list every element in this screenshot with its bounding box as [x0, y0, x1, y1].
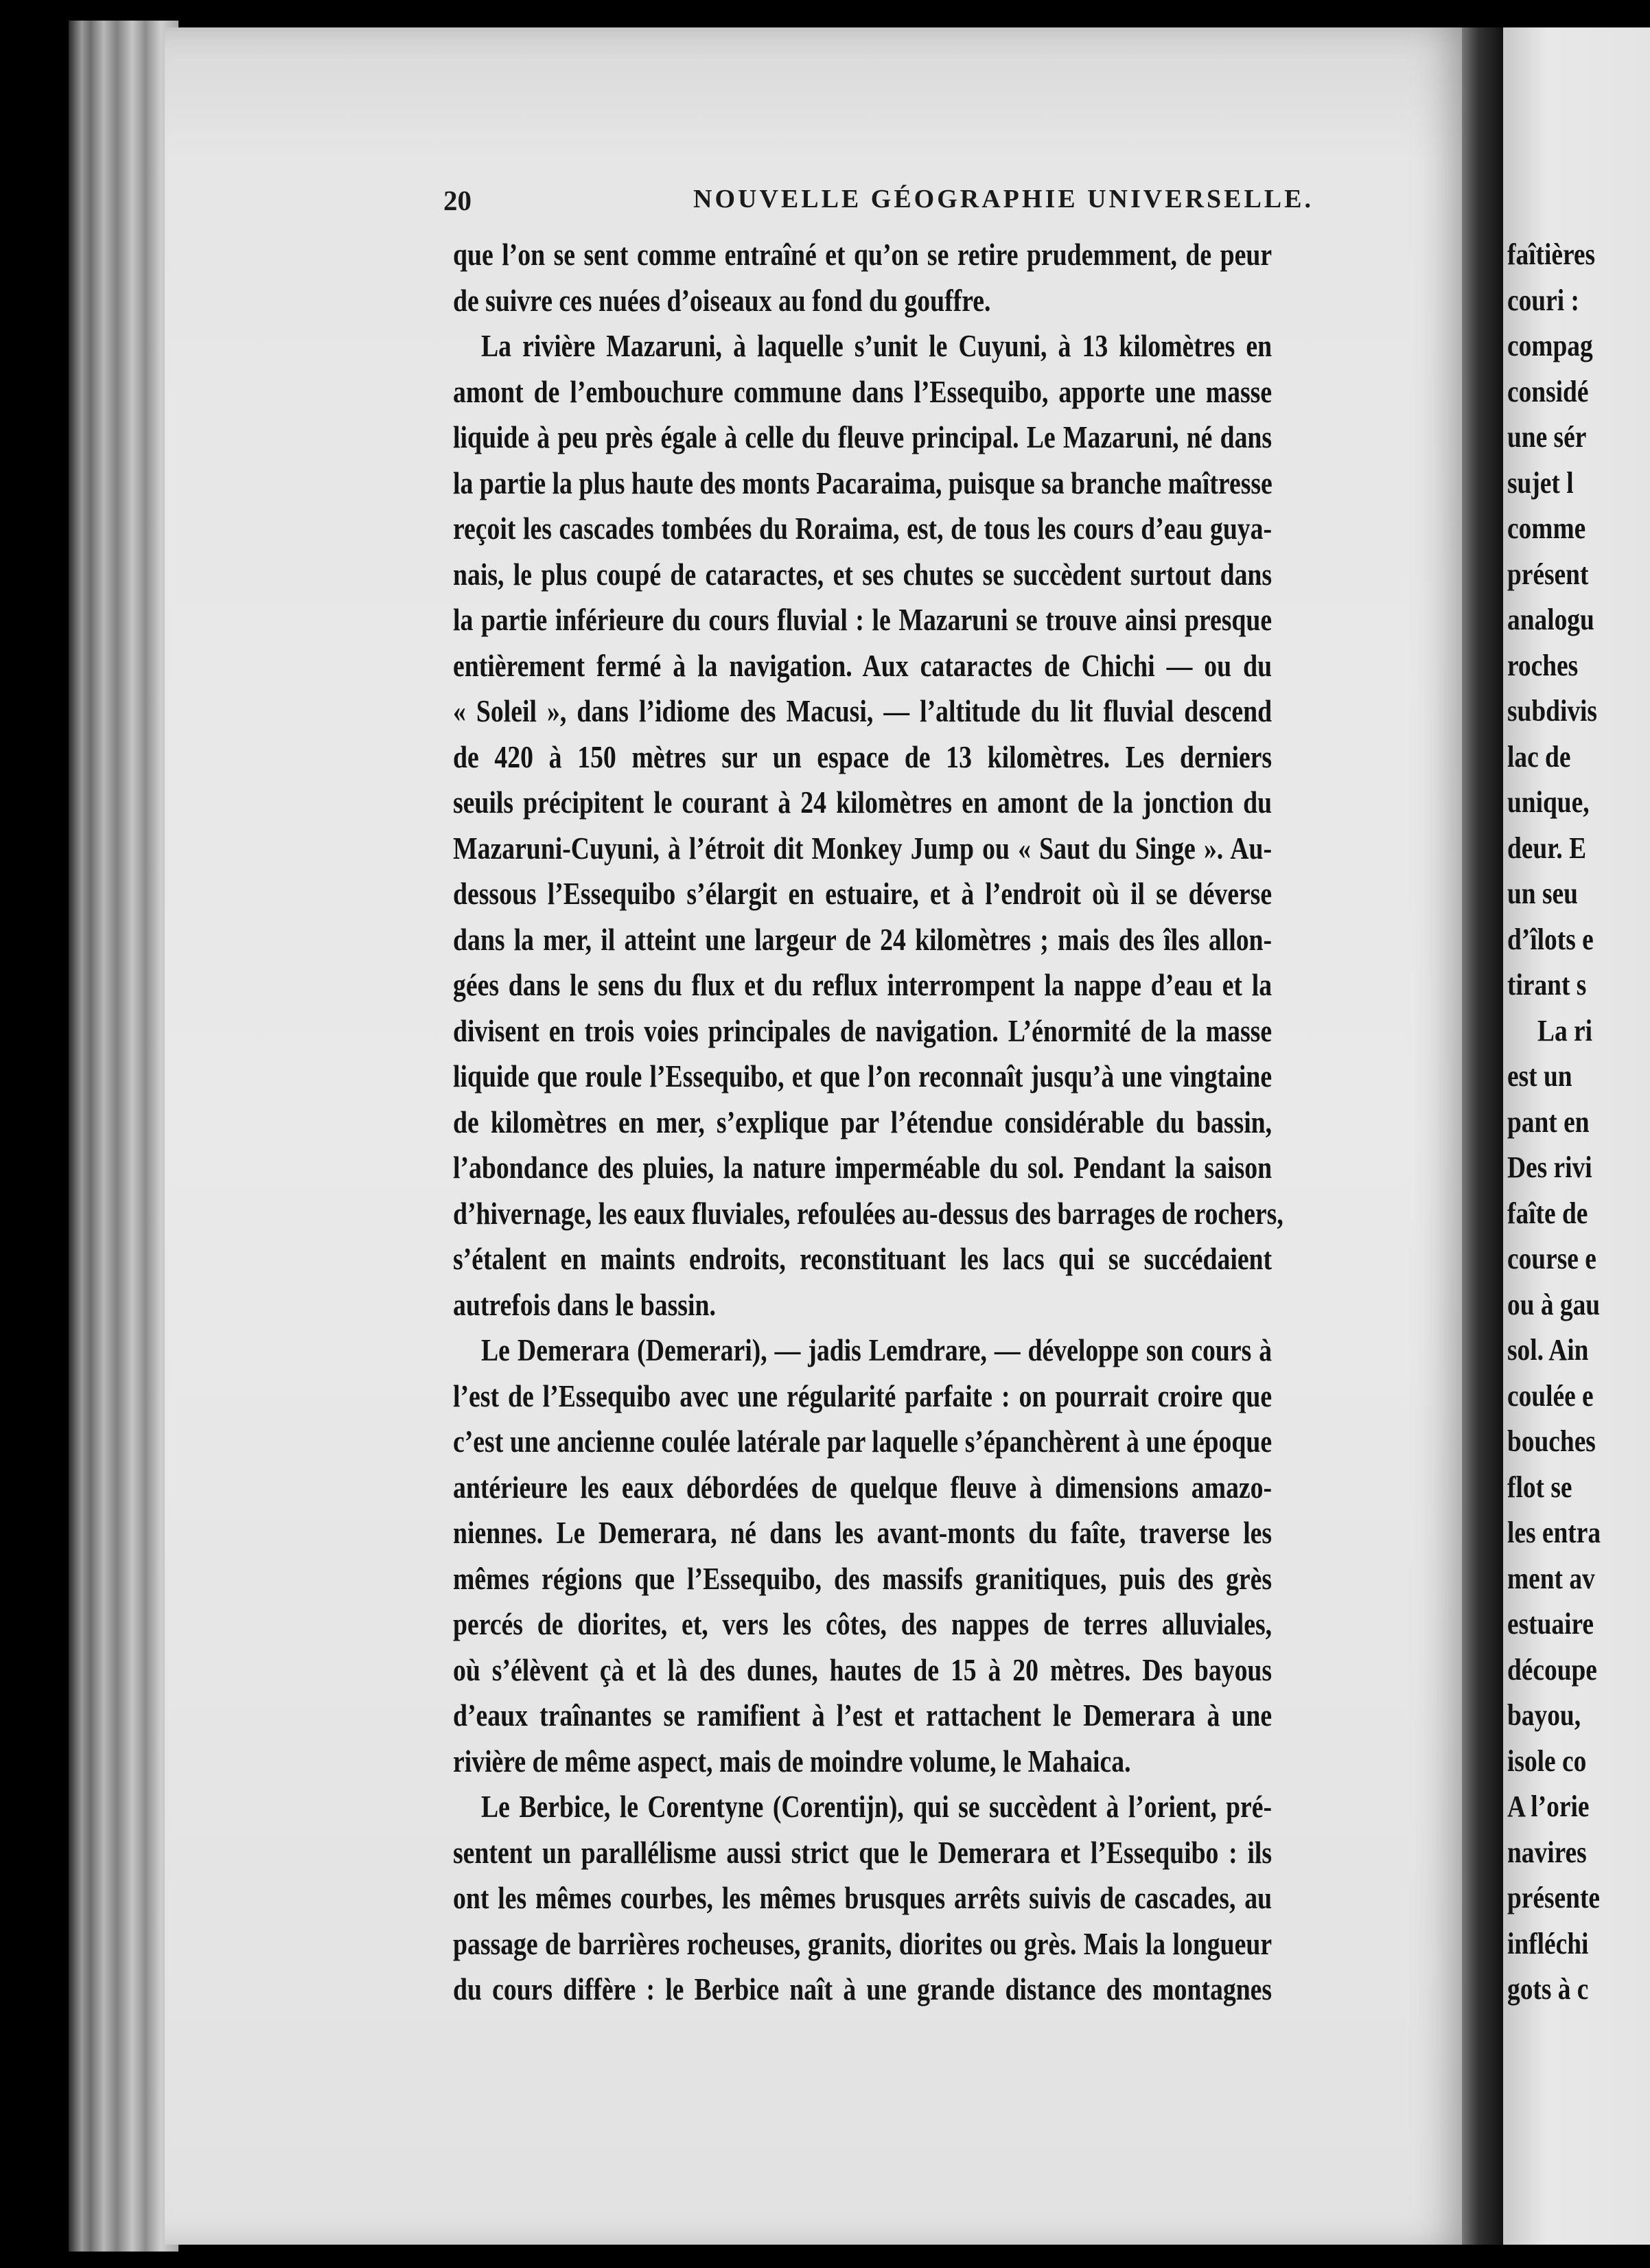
text-line: ont les mêmes courbes, les mêmes brusques arrêts suivis de cascades, au: [453, 1880, 1273, 1915]
next-page-text-line: est un: [1507, 1059, 1572, 1093]
text-line: la partie inférieure du cours fluvial : le Mazaruni se trouve ainsi presque: [453, 602, 1273, 637]
text-line: Le Berbice, le Corentyne (Corentijn), qui se succèdent à l’orient, pré-: [481, 1789, 1273, 1824]
next-page-text-line: ment av: [1507, 1561, 1595, 1595]
text-line: nais, le plus coupé de cataractes, et ses chutes se succèdent surtout dans: [453, 556, 1273, 592]
next-page-text-line: présente: [1507, 1881, 1601, 1914]
next-page-text-line: navires: [1507, 1835, 1587, 1869]
text-line: d’eaux traînantes se ramifient à l’est et rattachent le Demerara à une: [453, 1698, 1273, 1733]
text-line: où s’élèvent çà et là des dunes, hautes de 15 à 20 mètres. Des bayous: [453, 1652, 1273, 1687]
next-page-text-line: découpe: [1507, 1652, 1597, 1687]
text-line: Mazaruni-Cuyuni, à l’étroit dit Monkey Jump ou « Saut du Singe ». Au-: [453, 830, 1273, 866]
text-line: dessous l’Essequibo s’élargit en estuaire, et à l’endroit où il se déverse: [453, 876, 1273, 911]
running-title: NOUVELLE GÉOGRAPHIE UNIVERSELLE.: [693, 185, 1314, 213]
next-page-text-line: les entra: [1507, 1516, 1601, 1549]
text-line: entièrement fermé à la navigation. Aux cataractes de Chichi — ou du: [453, 647, 1273, 683]
next-page-text-line: pant en: [1507, 1104, 1590, 1139]
next-page-text-line: roches: [1507, 648, 1579, 682]
next-page-text-line: flot se: [1507, 1470, 1572, 1504]
next-page-text-line: compag: [1507, 329, 1593, 362]
book-edge: [69, 21, 178, 2252]
text-line: de suivre ces nuées d’oiseaux au fond du gouffre.: [453, 282, 991, 318]
page-header: [443, 184, 1476, 225]
next-page-text-line: sujet l: [1507, 465, 1574, 500]
next-page-text-line: bouches: [1507, 1424, 1596, 1458]
text-line: la partie la plus haute des monts Pacaraima, puisque sa branche maîtresse: [453, 465, 1273, 500]
next-page-text-line: faîte de: [1507, 1196, 1588, 1230]
next-page-text-line: course e: [1507, 1242, 1596, 1275]
next-page-text-line: analogu: [1507, 603, 1594, 636]
text-line: reçoit les cascades tombées du Roraima, est, de tous les cours d’eau guya-: [453, 511, 1273, 546]
page-number: 20: [443, 185, 472, 216]
next-page-text-line: Des rivi: [1507, 1150, 1592, 1184]
text-line: rivière de même aspect, mais de moindre volume, le Mahaica.: [453, 1743, 1131, 1779]
next-page-text-line: A l’orie: [1507, 1790, 1590, 1823]
text-line: gées dans le sens du flux et du reflux interrompent la nappe d’eau et la: [453, 967, 1273, 1002]
text-line: niennes. Le Demerara, né dans les avant-monts du faîte, traverse les: [453, 1515, 1273, 1550]
text-line: c’est une ancienne coulée latérale par laquelle s’épanchèrent à une époque: [453, 1424, 1273, 1459]
text-line: percés de diorites, et, vers les côtes, des nappes de terres alluviales,: [453, 1606, 1273, 1641]
right-page-fragment: [1503, 27, 1650, 2245]
next-page-text-line: couri :: [1507, 283, 1579, 317]
next-page-text-line: d’îlots e: [1507, 922, 1594, 956]
next-page-text-line: subdivis: [1507, 694, 1597, 728]
text-line: de kilomètres en mer, s’explique par l’étendue considérable du bassin,: [453, 1104, 1273, 1139]
text-line: sentent un parallélisme aussi strict que le Demerara et l’Essequibo : ils: [453, 1834, 1273, 1870]
next-page-text-line: un seu: [1507, 877, 1578, 910]
next-page-text-line: La ri: [1537, 1013, 1592, 1048]
next-page-text-line: considé: [1507, 374, 1589, 408]
text-line: du cours diffère : le Berbice naît à une grande distance des montagnes: [453, 1971, 1273, 2006]
text-line: de 420 à 150 mètres sur un espace de 13 kilomètres. Les derniers: [453, 739, 1273, 774]
text-line: l’est de l’Essequibo avec une régularité parfaite : on pourrait croire que: [453, 1378, 1273, 1413]
text-line: dans la mer, il atteint une largeur de 24 kilomètres ; mais des îles allon-: [453, 921, 1273, 957]
next-page-text-line: ou à gau: [1507, 1287, 1601, 1321]
book-gutter: [1462, 27, 1503, 2245]
text-line: autrefois dans le bassin.: [453, 1286, 716, 1322]
text-line: s’étalent en maints endroits, reconstituant les lacs qui se succédaient: [453, 1241, 1273, 1276]
next-page-text-line: gots à c: [1507, 1972, 1589, 2006]
text-line: passage de barrières rocheuses, granits, diorites ou grès. Mais la longueur: [453, 1925, 1273, 1961]
next-page-text-line: sol. Ain: [1507, 1333, 1589, 1367]
next-page-text-line: bayou,: [1507, 1698, 1581, 1732]
next-page-text-line: comme: [1507, 511, 1586, 545]
next-page-text-line: lac de: [1507, 739, 1571, 774]
next-page-text-line: tirant s: [1507, 968, 1587, 1002]
text-line: l’abondance des pluies, la nature imperméable du sol. Pendant la saison: [453, 1150, 1273, 1185]
text-line: liquide que roule l’Essequibo, et que l’on reconnaît jusqu’à une vingtaine: [453, 1058, 1273, 1094]
text-line: mêmes régions que l’Essequibo, des massifs granitiques, puis des grès: [453, 1560, 1273, 1596]
next-page-text-line: présent: [1507, 557, 1589, 591]
text-line: liquide à peu près égale à celle du fleuve principal. Le Mazaruni, né dans: [453, 419, 1273, 454]
text-line: « Soleil », dans l’idiome des Macusi, — l’altitude du lit fluvial descend: [453, 693, 1273, 728]
text-line: divisent en trois voies principales de navigation. L’énormité de la masse: [453, 1012, 1273, 1048]
text-line: La rivière Mazaruni, à laquelle s’unit le Cuyuni, à 13 kilomètres en: [481, 328, 1273, 363]
text-line: d’hivernage, les eaux fluviales, refoulées au-dessus des barrages de rochers,: [453, 1195, 1283, 1231]
text-line: seuils précipitent le courant à 24 kilomètres en amont de la jonction du: [453, 785, 1273, 820]
text-line: antérieure les eaux débordées de quelque fleuve à dimensions amazo-: [453, 1469, 1273, 1505]
next-page-text-line: faîtières: [1507, 238, 1596, 271]
next-page-text-line: deur. E: [1507, 831, 1587, 865]
next-page-text-line: isole co: [1507, 1744, 1587, 1778]
next-page-text-line: coulée e: [1507, 1378, 1594, 1413]
text-line: que l’on se sent comme entraîné et qu’on se retire prudemment, de peur: [453, 237, 1273, 272]
text-line: Le Demerara (Demerari), — jadis Lemdrare, — développe son cours à: [481, 1332, 1273, 1367]
next-page-text-line: estuaire: [1507, 1607, 1594, 1641]
text-line: amont de l’embouchure commune dans l’Essequibo, apporte une masse: [453, 373, 1273, 409]
next-page-text-line: unique,: [1507, 785, 1590, 819]
next-page-text-line: infléchi: [1507, 1926, 1589, 1960]
next-page-text-line: une sér: [1507, 420, 1587, 454]
